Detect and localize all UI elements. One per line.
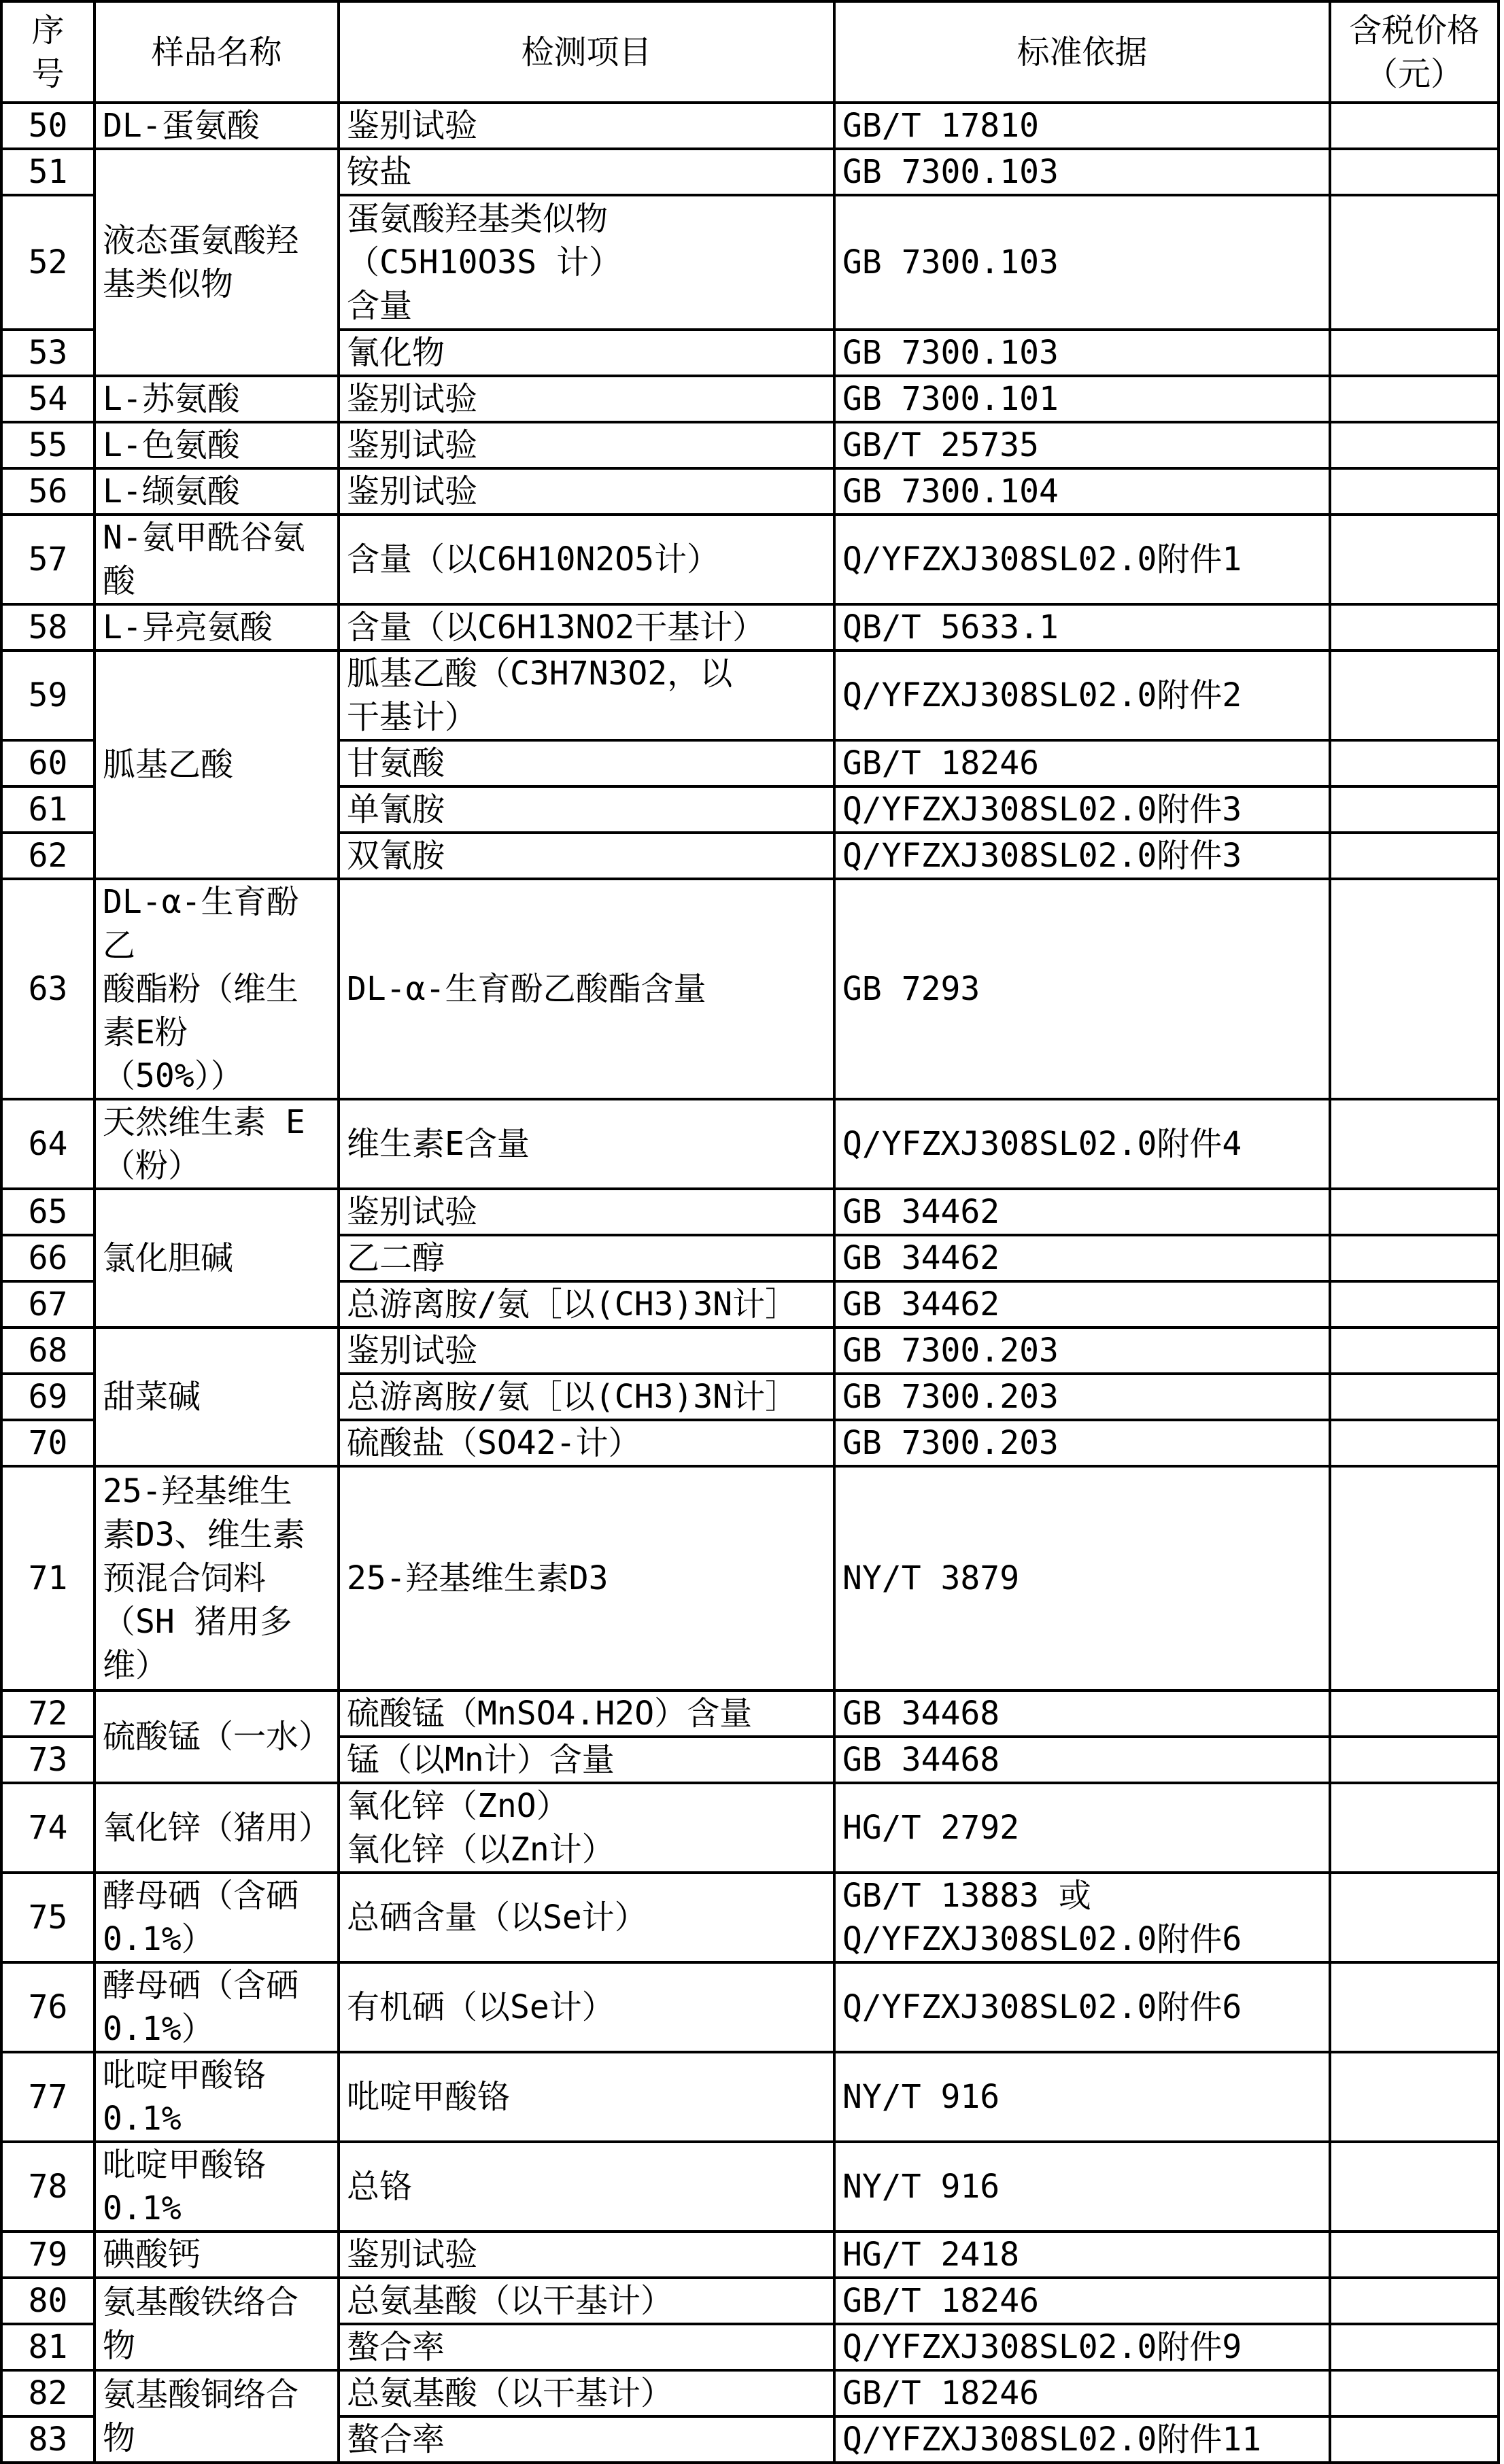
price <box>1330 1189 1499 1235</box>
standard: Q/YFZXJ308SL02.0附件1 <box>834 515 1330 604</box>
row-no: 63 <box>1 879 95 1099</box>
standard: GB/T 18246 <box>834 2370 1330 2416</box>
table-row <box>1 1466 1499 1690</box>
standard: GB 34468 <box>834 1690 1330 1737</box>
standard: Q/YFZXJ308SL02.0附件2 <box>834 650 1330 740</box>
standard: Q/YFZXJ308SL02.0附件4 <box>834 1099 1330 1189</box>
table-row <box>1 2142 1499 2232</box>
row-no: 70 <box>1 1420 95 1466</box>
table-row <box>1 604 1499 650</box>
standard: GB/T 17810 <box>834 103 1330 149</box>
test-item: 维生素E含量 <box>339 1099 834 1189</box>
price <box>1330 468 1499 515</box>
standard: GB/T 13883 或 Q/YFZXJ308SL02.0附件6 <box>834 1873 1330 1962</box>
row-no: 58 <box>1 604 95 650</box>
price <box>1330 103 1499 149</box>
header-standard: 标准依据 <box>834 1 1330 103</box>
sample-name: 25-羟基维生 素D3、维生素 预混合饲料 （SH 猪用多 维） <box>95 1466 339 1690</box>
row-no: 80 <box>1 2278 95 2324</box>
price <box>1330 2232 1499 2278</box>
price <box>1330 2278 1499 2324</box>
standard: GB 34462 <box>834 1189 1330 1235</box>
table-row <box>1 515 1499 604</box>
row-no: 55 <box>1 422 95 468</box>
test-item: 乙二醇 <box>339 1235 834 1281</box>
sample-name: DL-蛋氨酸 <box>95 103 339 149</box>
standard: GB/T 25735 <box>834 422 1330 468</box>
table-row <box>1 103 1499 149</box>
standard: GB 7300.103 <box>834 149 1330 195</box>
price <box>1330 422 1499 468</box>
row-no: 52 <box>1 195 95 330</box>
sample-name: 吡啶甲酸铬 0.1% <box>95 2142 339 2232</box>
test-item: 硫酸盐（SO42-计） <box>339 1420 834 1466</box>
row-no: 74 <box>1 1783 95 1873</box>
row-no: 79 <box>1 2232 95 2278</box>
test-item: 螯合率 <box>339 2416 834 2463</box>
table-row <box>1 468 1499 515</box>
header-row <box>1 1 1499 103</box>
standard: GB 34462 <box>834 1235 1330 1281</box>
standard: NY/T 916 <box>834 2052 1330 2142</box>
price <box>1330 604 1499 650</box>
test-item: 鉴别试验 <box>339 1328 834 1374</box>
test-item: 胍基乙酸（C3H7N3O2，以 干基计） <box>339 650 834 740</box>
test-item: 总氨基酸（以干基计） <box>339 2370 834 2416</box>
test-item: 鉴别试验 <box>339 103 834 149</box>
row-no: 57 <box>1 515 95 604</box>
row-no: 83 <box>1 2416 95 2463</box>
sample-name: 甜菜碱 <box>95 1328 339 1466</box>
header-sample-name: 样品名称 <box>95 1 339 103</box>
sample-name: L-异亮氨酸 <box>95 604 339 650</box>
sample-name: 酵母硒（含硒 0.1%） <box>95 1962 339 2052</box>
row-no: 69 <box>1 1374 95 1420</box>
table-row <box>1 1783 1499 1873</box>
standard: Q/YFZXJ308SL02.0附件9 <box>834 2324 1330 2370</box>
table-row <box>1 2278 1499 2324</box>
test-item: 氧化锌（ZnO） 氧化锌（以Zn计） <box>339 1783 834 1873</box>
row-no: 61 <box>1 786 95 833</box>
sample-name: 吡啶甲酸铬 0.1% <box>95 2052 339 2142</box>
test-item: 含量（以C6H13NO2干基计） <box>339 604 834 650</box>
row-no: 75 <box>1 1873 95 1962</box>
row-no: 82 <box>1 2370 95 2416</box>
row-no: 54 <box>1 376 95 422</box>
standard: GB 7300.203 <box>834 1374 1330 1420</box>
standard: GB/T 18246 <box>834 2278 1330 2324</box>
price <box>1330 149 1499 195</box>
standard: GB 7300.103 <box>834 195 1330 330</box>
row-no: 65 <box>1 1189 95 1235</box>
standard: GB 7300.203 <box>834 1328 1330 1374</box>
test-item: 总游离胺/氨［以(CH3)3N计］ <box>339 1281 834 1328</box>
price <box>1330 2142 1499 2232</box>
standard: NY/T 916 <box>834 2142 1330 2232</box>
row-no: 67 <box>1 1281 95 1328</box>
price <box>1330 2416 1499 2463</box>
price <box>1330 650 1499 740</box>
standard: GB/T 18246 <box>834 740 1330 786</box>
price <box>1330 515 1499 604</box>
table-row <box>1 2232 1499 2278</box>
test-item: 总硒含量（以Se计） <box>339 1873 834 1962</box>
standard: GB 7300.101 <box>834 376 1330 422</box>
row-no: 56 <box>1 468 95 515</box>
table-row <box>1 1690 1499 1737</box>
test-item: 鉴别试验 <box>339 1189 834 1235</box>
test-item: 双氰胺 <box>339 833 834 879</box>
price <box>1330 879 1499 1099</box>
price <box>1330 1235 1499 1281</box>
header-test-item: 检测项目 <box>339 1 834 103</box>
table-row <box>1 2052 1499 2142</box>
row-no: 68 <box>1 1328 95 1374</box>
table-row <box>1 149 1499 195</box>
standard: GB 7293 <box>834 879 1330 1099</box>
standard: HG/T 2792 <box>834 1783 1330 1873</box>
header-no: 序 号 <box>1 1 95 103</box>
sample-name: 液态蛋氨酸羟 基类似物 <box>95 149 339 376</box>
price <box>1330 1420 1499 1466</box>
price <box>1330 1328 1499 1374</box>
sample-name: 氧化锌（猪用） <box>95 1783 339 1873</box>
test-item: 锰（以Mn计）含量 <box>339 1737 834 1783</box>
standard: HG/T 2418 <box>834 2232 1330 2278</box>
table-row <box>1 422 1499 468</box>
standard: GB 7300.203 <box>834 1420 1330 1466</box>
row-no: 53 <box>1 330 95 376</box>
sample-name: L-缬氨酸 <box>95 468 339 515</box>
price <box>1330 2370 1499 2416</box>
price <box>1330 376 1499 422</box>
price <box>1330 330 1499 376</box>
test-item: 硫酸锰（MnSO4.H2O）含量 <box>339 1690 834 1737</box>
standard: Q/YFZXJ308SL02.0附件3 <box>834 786 1330 833</box>
sample-name: 天然维生素 E （粉） <box>95 1099 339 1189</box>
sample-name: 硫酸锰（一水） <box>95 1690 339 1783</box>
price <box>1330 786 1499 833</box>
price <box>1330 1962 1499 2052</box>
standard: Q/YFZXJ308SL02.0附件3 <box>834 833 1330 879</box>
table-row <box>1 1328 1499 1374</box>
sample-name: N-氨甲酰谷氨 酸 <box>95 515 339 604</box>
test-item: 单氰胺 <box>339 786 834 833</box>
sample-name: 酵母硒（含硒 0.1%） <box>95 1873 339 1962</box>
sample-name: L-色氨酸 <box>95 422 339 468</box>
sample-name: 碘酸钙 <box>95 2232 339 2278</box>
price <box>1330 1737 1499 1783</box>
test-item: 鉴别试验 <box>339 422 834 468</box>
row-no: 51 <box>1 149 95 195</box>
sample-name: L-苏氨酸 <box>95 376 339 422</box>
standard: NY/T 3879 <box>834 1466 1330 1690</box>
row-no: 62 <box>1 833 95 879</box>
test-item: 鉴别试验 <box>339 2232 834 2278</box>
standard: Q/YFZXJ308SL02.0附件11 <box>834 2416 1330 2463</box>
standard: GB 34462 <box>834 1281 1330 1328</box>
test-item: 25-羟基维生素D3 <box>339 1466 834 1690</box>
row-no: 76 <box>1 1962 95 2052</box>
test-item: 氰化物 <box>339 330 834 376</box>
standard: Q/YFZXJ308SL02.0附件6 <box>834 1962 1330 2052</box>
test-item: DL-α-生育酚乙酸酯含量 <box>339 879 834 1099</box>
test-item: 总游离胺/氨［以(CH3)3N计］ <box>339 1374 834 1420</box>
test-item: 螯合率 <box>339 2324 834 2370</box>
row-no: 72 <box>1 1690 95 1737</box>
sample-name: 胍基乙酸 <box>95 650 339 879</box>
price <box>1330 1281 1499 1328</box>
price <box>1330 1690 1499 1737</box>
table-row <box>1 1873 1499 1962</box>
test-item: 鉴别试验 <box>339 376 834 422</box>
price <box>1330 2324 1499 2370</box>
test-item: 甘氨酸 <box>339 740 834 786</box>
test-item: 铵盐 <box>339 149 834 195</box>
price <box>1330 1374 1499 1420</box>
table-row <box>1 879 1499 1099</box>
sample-name: DL-α-生育酚乙 酸酯粉（维生 素E粉 （50%）） <box>95 879 339 1099</box>
header-price: 含税价格 （元） <box>1330 1 1499 103</box>
table-row <box>1 650 1499 740</box>
price <box>1330 740 1499 786</box>
row-no: 50 <box>1 103 95 149</box>
price <box>1330 1466 1499 1690</box>
price <box>1330 1873 1499 1962</box>
price <box>1330 195 1499 330</box>
standard: GB 7300.103 <box>834 330 1330 376</box>
row-no: 60 <box>1 740 95 786</box>
row-no: 59 <box>1 650 95 740</box>
standard: QB/T 5633.1 <box>834 604 1330 650</box>
price <box>1330 2052 1499 2142</box>
row-no: 78 <box>1 2142 95 2232</box>
table-row <box>1 1962 1499 2052</box>
row-no: 77 <box>1 2052 95 2142</box>
sample-name: 氯化胆碱 <box>95 1189 339 1328</box>
price <box>1330 1099 1499 1189</box>
test-item: 含量（以C6H10N2O5计） <box>339 515 834 604</box>
test-item: 总铬 <box>339 2142 834 2232</box>
sample-name: 氨基酸铁络合 物 <box>95 2278 339 2370</box>
test-item: 蛋氨酸羟基类似物 （C5H10O3S 计） 含量 <box>339 195 834 330</box>
row-no: 71 <box>1 1466 95 1690</box>
price <box>1330 833 1499 879</box>
test-item: 吡啶甲酸铬 <box>339 2052 834 2142</box>
table-row <box>1 376 1499 422</box>
test-item: 鉴别试验 <box>339 468 834 515</box>
row-no: 64 <box>1 1099 95 1189</box>
row-no: 66 <box>1 1235 95 1281</box>
test-item: 总氨基酸（以干基计） <box>339 2278 834 2324</box>
price <box>1330 1783 1499 1873</box>
table-row <box>1 2370 1499 2416</box>
test-item: 有机硒（以Se计） <box>339 1962 834 2052</box>
row-no: 73 <box>1 1737 95 1783</box>
standard: GB 7300.104 <box>834 468 1330 515</box>
standard: GB 34468 <box>834 1737 1330 1783</box>
table-row <box>1 1099 1499 1189</box>
table-row <box>1 1189 1499 1235</box>
sample-name: 氨基酸铜络合 物 <box>95 2370 339 2463</box>
row-no: 81 <box>1 2324 95 2370</box>
